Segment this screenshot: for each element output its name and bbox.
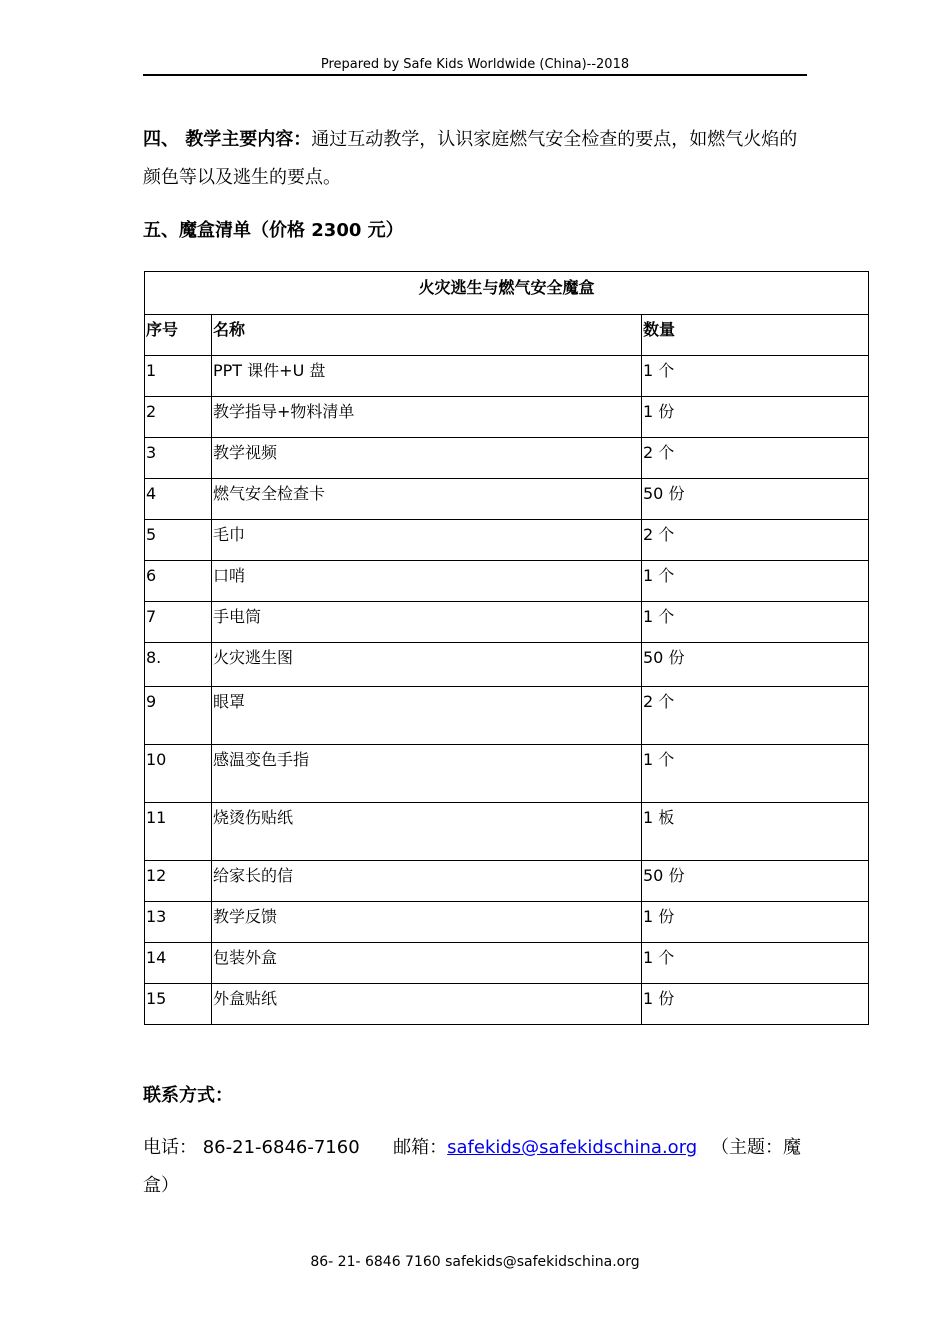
table-row xyxy=(145,943,869,984)
section-4-body: 通过互动教学，认识家庭燃气安全检查的要点，如燃气火焰的颜色等以及逃生的要点。 xyxy=(143,129,798,188)
cell-name: 教学反馈 xyxy=(212,902,642,943)
email-label: 邮箱： xyxy=(393,1137,448,1158)
cell-qty: 2 个 xyxy=(642,520,869,561)
cell-no: 3 xyxy=(145,438,212,479)
phone-label: 电话： xyxy=(143,1137,197,1158)
table-row xyxy=(145,687,869,745)
cell-name: PPT 课件+U 盘 xyxy=(212,356,642,397)
kit-list-table xyxy=(144,271,869,1025)
cell-name: 教学视频 xyxy=(212,438,642,479)
cell-name: 给家长的信 xyxy=(212,861,642,902)
table-row xyxy=(145,602,869,643)
cell-no: 4 xyxy=(145,479,212,520)
cell-qty: 1 个 xyxy=(642,561,869,602)
section-4-heading: 四、 教学主要内容： xyxy=(143,129,312,150)
cell-no: 11 xyxy=(145,803,212,861)
cell-qty: 2 个 xyxy=(642,438,869,479)
table-header-row xyxy=(145,315,869,356)
cell-no: 6 xyxy=(145,561,212,602)
cell-name: 外盒贴纸 xyxy=(212,984,642,1025)
cell-no: 10 xyxy=(145,745,212,803)
cell-qty: 50 份 xyxy=(642,479,869,520)
table-row xyxy=(145,520,869,561)
table-title: 火灾逃生与燃气安全魔盒 xyxy=(145,272,869,315)
column-header-no: 序号 xyxy=(145,315,212,356)
table-row xyxy=(145,438,869,479)
cell-qty: 50 份 xyxy=(642,861,869,902)
table-row xyxy=(145,479,869,520)
cell-qty: 50 份 xyxy=(642,643,869,687)
header-divider xyxy=(143,74,807,76)
cell-qty: 1 个 xyxy=(642,943,869,984)
column-header-name: 名称 xyxy=(212,315,642,356)
contact-title: 联系方式： xyxy=(143,1085,233,1106)
cell-qty: 1 份 xyxy=(642,984,869,1025)
cell-name: 毛巾 xyxy=(212,520,642,561)
cell-name: 手电筒 xyxy=(212,602,642,643)
table-row xyxy=(145,984,869,1025)
cell-name: 感温变色手指 xyxy=(212,745,642,803)
cell-qty: 1 个 xyxy=(642,602,869,643)
cell-no: 5 xyxy=(145,520,212,561)
table-row xyxy=(145,803,869,861)
email-link[interactable]: safekids@safekidschina.org xyxy=(447,1137,698,1158)
table-row xyxy=(145,356,869,397)
cell-no: 14 xyxy=(145,943,212,984)
cell-qty: 1 个 xyxy=(642,356,869,397)
cell-name: 口哨 xyxy=(212,561,642,602)
cell-qty: 2 个 xyxy=(642,687,869,745)
cell-no: 8. xyxy=(145,643,212,687)
cell-no: 2 xyxy=(145,397,212,438)
cell-name: 烧烫伤贴纸 xyxy=(212,803,642,861)
table-row xyxy=(145,861,869,902)
table-row xyxy=(145,561,869,602)
cell-no: 12 xyxy=(145,861,212,902)
section-5-heading: 五、魔盒清单（价格 2300 元） xyxy=(143,220,404,241)
cell-no: 9 xyxy=(145,687,212,745)
section-4 xyxy=(143,121,807,197)
contact-line xyxy=(143,1129,807,1205)
cell-no: 1 xyxy=(145,356,212,397)
email-subject: （主题：魔盒） xyxy=(143,1137,801,1196)
cell-name: 火灾逃生图 xyxy=(212,643,642,687)
cell-no: 15 xyxy=(145,984,212,1025)
cell-name: 包装外盒 xyxy=(212,943,642,984)
cell-qty: 1 板 xyxy=(642,803,869,861)
table-row xyxy=(145,902,869,943)
table-row xyxy=(145,397,869,438)
cell-qty: 1 份 xyxy=(642,397,869,438)
column-header-qty: 数量 xyxy=(642,315,869,356)
table-row xyxy=(145,745,869,803)
cell-name: 眼罩 xyxy=(212,687,642,745)
cell-qty: 1 个 xyxy=(642,745,869,803)
phone-number: 86-21-6846-7160 xyxy=(202,1137,360,1158)
page-footer: 86- 21- 6846 7160 safekids@safekidschina.org xyxy=(310,1254,640,1270)
cell-no: 7 xyxy=(145,602,212,643)
cell-no: 13 xyxy=(145,902,212,943)
cell-qty: 1 份 xyxy=(642,902,869,943)
page-header: Prepared by Safe Kids Worldwide (China)--2018 xyxy=(320,57,630,72)
cell-name: 燃气安全检查卡 xyxy=(212,479,642,520)
table-row xyxy=(145,643,869,687)
cell-name: 教学指导+物料清单 xyxy=(212,397,642,438)
